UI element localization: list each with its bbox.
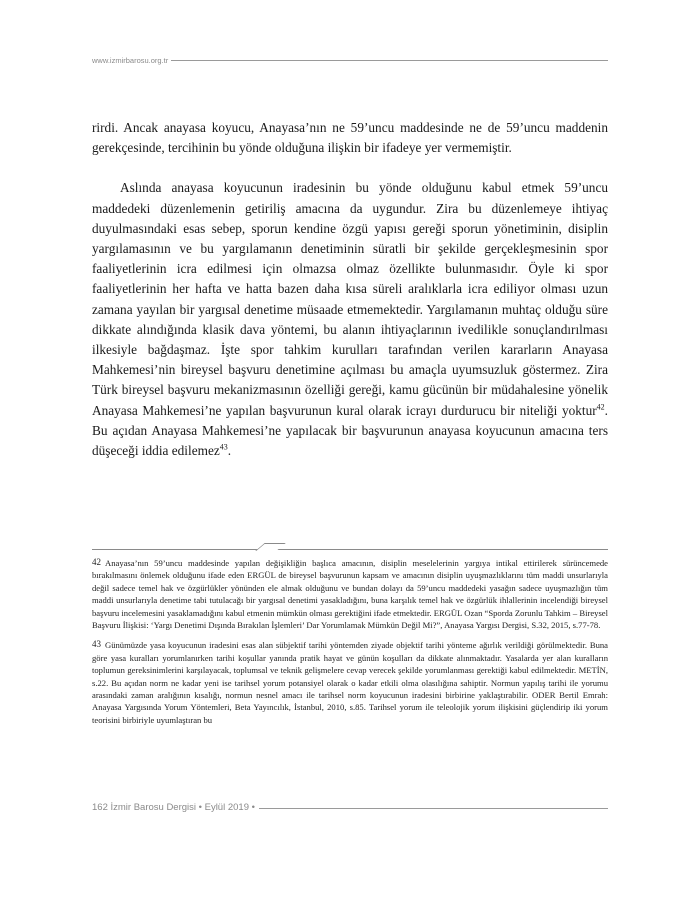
footnote-text: Günümüzde yasa koyucunun iradesini esas alan sübjektif tarihi yöntemden ziyade objektif tarihi yönteme ağırlık verildiği görülmektedir. Buna göre yasa kuralları yorumlanırken tarihi koşullar yanında pratik hayat ve günün koşulları da dikkate alınmaktadır. Yasalarda yer alan kuralların toplumun gereksinimlerini karşılayacak, toplumsal ve teknik gelişmelere cevap verecek şekilde yorumlanması gerektiği kabul edilmektedir. METİN, s.22. Bu açıdan norm ne kadar yeni ise tarihsel yorum potansiyel olarak o kadar etkili olma olasılığına sahiptir. Normun yapılış tarihi ile yorumu arasındaki zaman aralığının kısalığı, normun nesnel amacı ile tarihsel norm koyucunun iradesini birbirine yaklaştırabilir. ODER Bertil Emrah: Anayasa Yargısında Yorum Yöntemleri, Beta Yayıncılık, İstanbul, 2010, s.85. Tarihsel yorum ile teleolojik yorum ilişkisini güçlendirip iki yorum teorisini birbiriyle uyumlaştıran bu: [92, 640, 608, 725]
header-url: www.izmirbarosu.org.tr: [92, 55, 169, 65]
footnotes: [92, 557, 608, 726]
page-footer: [92, 801, 608, 813]
footnote-ref-43[interactable]: 43: [219, 442, 228, 452]
footnote-ref-42[interactable]: 42: [596, 402, 605, 412]
paragraph-2: [92, 178, 608, 461]
paragraph-2-text-end: .: [227, 443, 232, 459]
footnote-number: 42: [92, 557, 101, 567]
footer-rule: [259, 808, 608, 809]
footnote-separator-line: [92, 549, 608, 550]
footnote-43: [92, 639, 608, 726]
footer-page-info: 162 İzmir Barosu Dergisi • Eylül 2019 •: [92, 801, 255, 813]
paragraph-2-text-a: Aslında anayasa koyucunun iradesinin bu yönde olduğunu kabul etmek 59’uncu maddedeki düzenlemenin getiriliş amacına da uygundur. Zira bu düzenlemeye ihtiyaç duyulmasındaki esas sebep, sporun kendine özgü yapısı gereği sporun yönetiminin, disiplin yargılamasının ve bu yargılamanın denetiminin süratli bir şekilde gerçekleşmesinin spor faaliyetlerinin icra edilmesi için olmazsa olmaz özellikte bulunmasıdır. Öyle ki spor faaliyetlerinin her hafta ve hatta bazen daha kısa süreli aralıklarla icra ediliyor olması uzun zamana yayılan bir yargısal denetime müsaade etmemektedir. Yargılamanın muhtaç olduğu süre dikkate alındığında klasik dava yöntemi, bu alanın ihtiyaçlarının ivedilikle sonuçlandırılması ilkesiyle bağdaşmaz. İşte spor tahkim kurulları tarafından verilen kararların Anayasa Mahkemesi’nin bireysel başvuru denetimine açılması bu amaçla uyumsuzluk göstermez. Zira Türk bireysel başvuru mekanizmasının özelliği gereği, kamu gücünün bir müdahalesine yönelik Anayasa Mahkemesi’ne yapılan başvurunun kural olarak icrayı durdurucu bir niteliği yoktur: [92, 180, 608, 418]
footnote-separator: [92, 543, 608, 555]
footnote-text: Anayasa’nın 59’uncu maddesinde yapılan değişikliğin başlıca amacının, disiplin meselelerinin yargıya intikal ettirilerek sürüncemede bırakılmasını önlemek olduğunu ifade eden ERGÜL de bireysel başvurunun kapsam ve amacının disiplin uyuşmazlıklarını tüm maddi unsurlarıyla değil sadece temel hak ve özgürlükler yönünden ele almak olduğunu ve bundan dolayı da 59’uncu maddedeki yasağın sadece uyuşmazlığın tüm maddi unsurlarıyla denetime tabi tutulacağı bir yargısal denetimi yasakladığını, buna karşılık temel hak ve özgürlük ihlallerinin incelendiği bireysel başvuru incelemesini yasaklamadığını kabul etmenin mümkün olması gerektiğini ifade etmektedir. ERGÜL Ozan “Sporda Zorunlu Tahkim – Bireysel Başvuru İlişkisi: ‘Yargı Denetimi Dışında Bırakılan İşlemleri’ Dar Yorumlamak Mümkün Değil Mi?”, Anayasa Yargısı Dergisi, S.32, 2015, s.77-78.: [92, 558, 608, 631]
paragraph-1: rirdi. Ancak anayasa koyucu, Anayasa’nın ne 59’uncu maddesinde ne de 59’uncu maddenin gerekçesinde, tercihinin bu yönde olduğuna ilişkin bir ifadeye yer vermemiştir.: [92, 120, 608, 156]
header-rule: [171, 60, 608, 61]
page-header: [92, 54, 608, 66]
footnote-42: [92, 557, 608, 631]
body-text: [92, 118, 608, 461]
footnote-number: 43: [92, 639, 101, 650]
paragraph-2-text-b: . Bu açıdan Anayasa Mahkemesi’ne yapılacak bir başvurunun anayasa koyucunun amacına ters düşeceği iddia edilemez: [92, 402, 608, 459]
